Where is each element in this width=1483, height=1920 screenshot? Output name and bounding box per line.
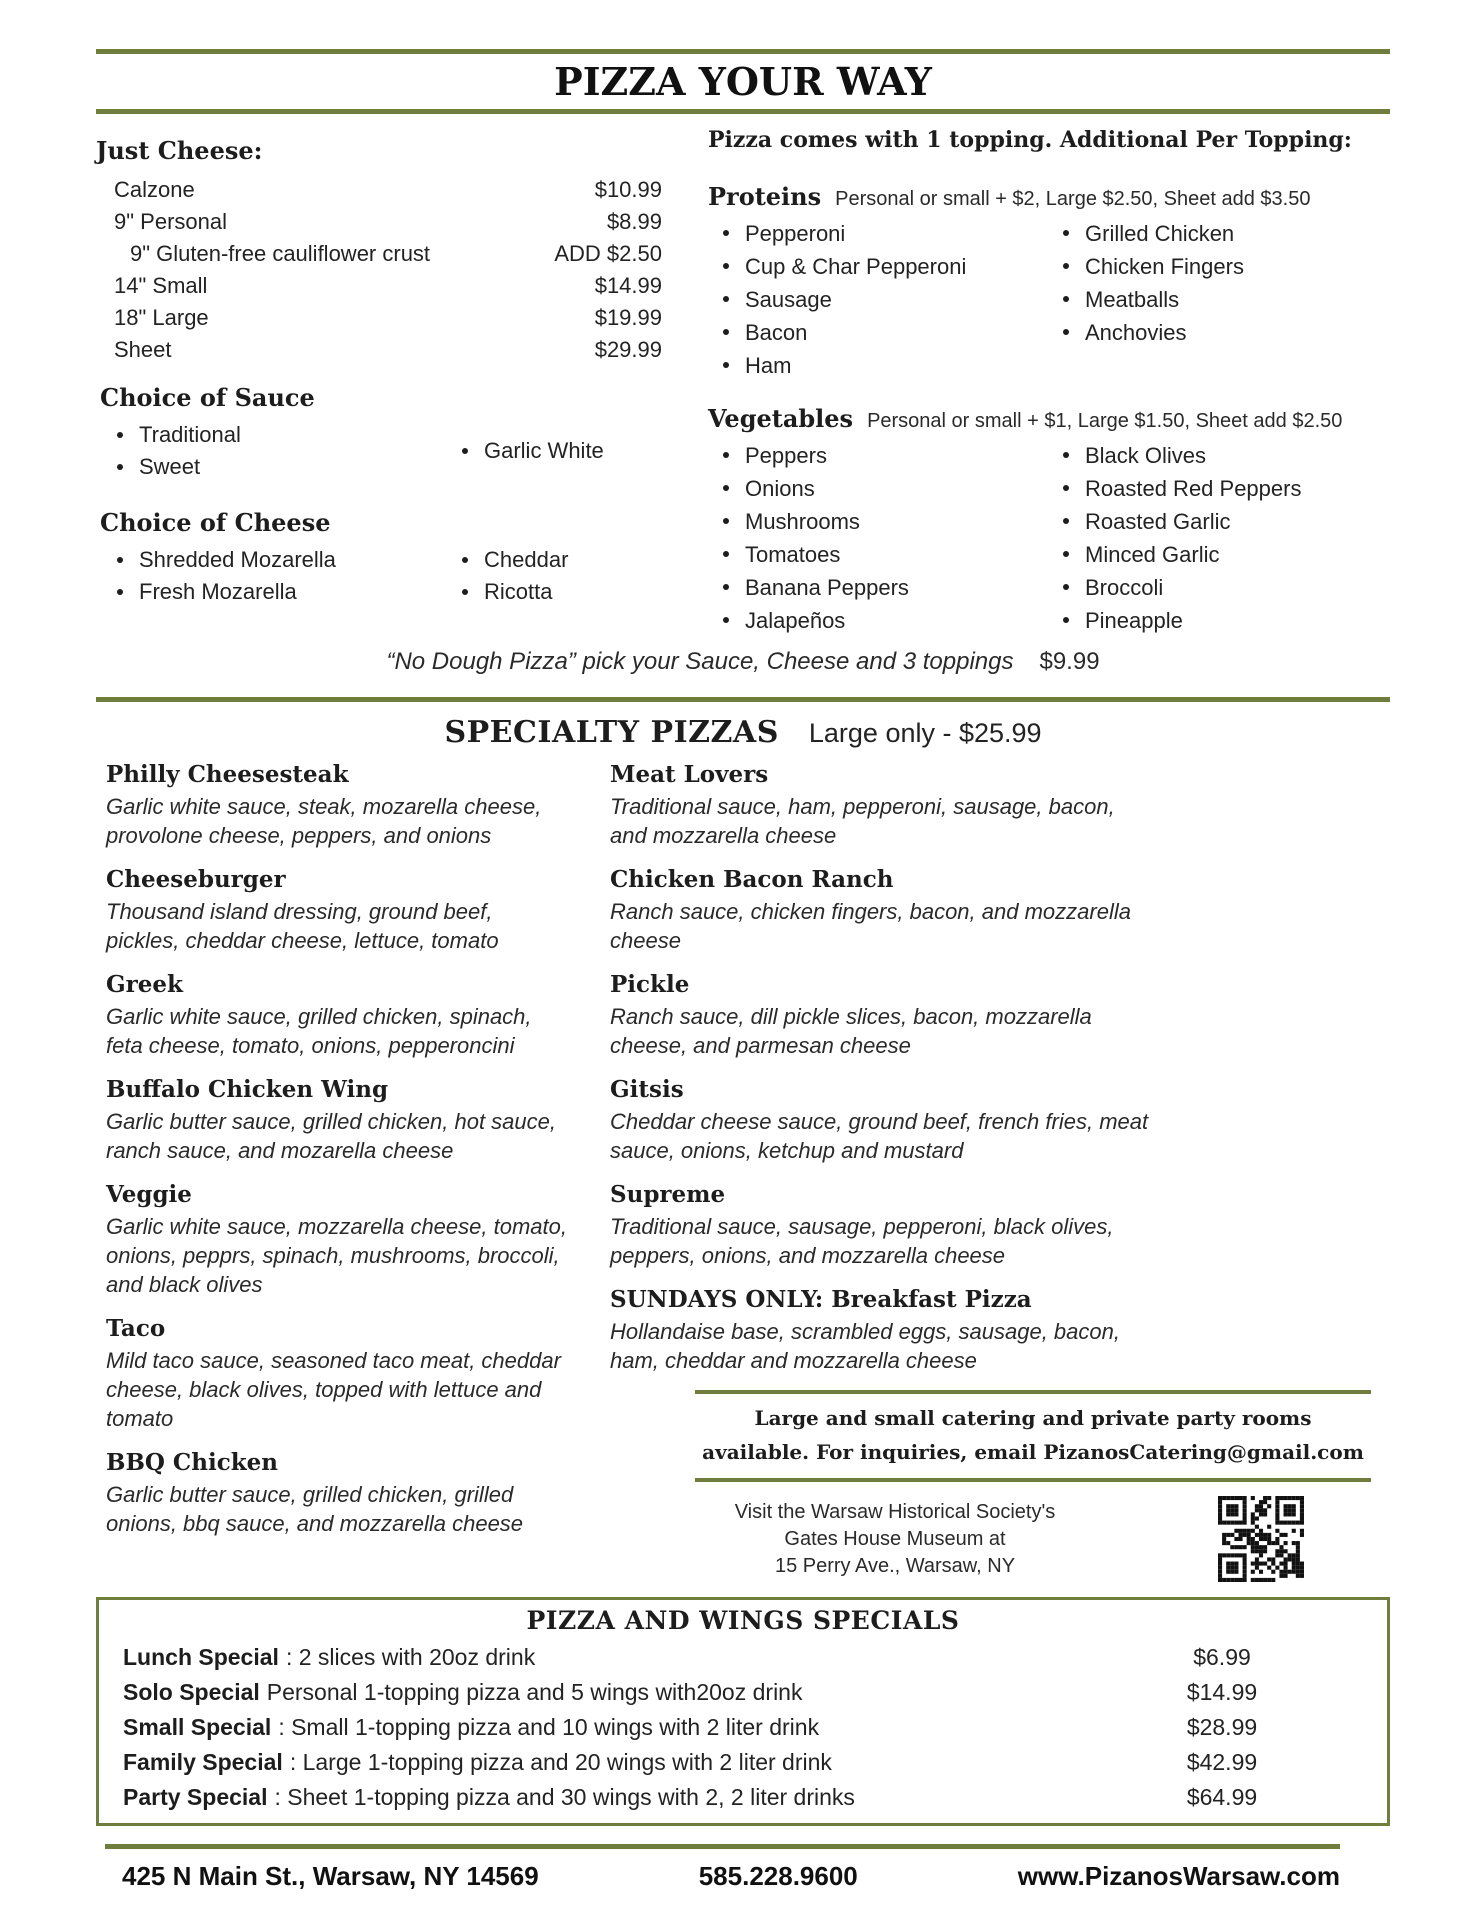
list-item: [462, 576, 662, 608]
list-item: [1063, 538, 1390, 571]
item-price: $8.99: [606, 209, 662, 234]
pizza-item: [96, 760, 570, 850]
list-item: [723, 505, 1063, 538]
specialty-left-column: [96, 760, 610, 1582]
proteins-col2: [1063, 217, 1390, 382]
pizza-description: Garlic white sauce, steak, mozarella cheese, provolone cheese, peppers, and onions: [106, 794, 542, 848]
topping-option: Meatballs: [1085, 287, 1180, 312]
pizza-name: BBQ Chicken: [106, 1449, 278, 1476]
topping-option: Peppers: [745, 443, 827, 468]
pizza-description: Garlic butter sauce, grilled chicken, hot sauce, ranch sauce, and mozarella cheese: [106, 1109, 557, 1163]
list-item: [723, 439, 1063, 472]
bullet-dot: [117, 432, 123, 438]
bullet-dot: [723, 362, 729, 368]
pizza-wings-specials-box: [96, 1597, 1390, 1826]
bullet-dot: [1063, 452, 1069, 458]
header-rule-top: [96, 49, 1390, 54]
list-item: [723, 217, 1063, 250]
bullet-dot: [117, 557, 123, 563]
special-label: Solo Special: [123, 1679, 260, 1705]
bullet-dot: [117, 464, 123, 470]
page-title: PIZZA YOUR WAY: [554, 59, 932, 104]
list-item: [462, 544, 662, 576]
specialty-right-column: [610, 760, 1390, 1582]
list-item: [723, 604, 1063, 637]
qr-code-image: [1218, 1496, 1304, 1582]
vegetables-label: Vegetables: [708, 404, 854, 433]
sauce-col2: [462, 419, 662, 483]
special-price: $28.99: [1186, 1714, 1258, 1740]
bullet-dot: [1063, 617, 1069, 623]
no-dough-text: “No Dough Pizza” pick your Sauce, Cheese and 3 toppings: [386, 648, 1014, 675]
vegetables-list: [708, 439, 1390, 637]
specialty-title: SPECIALTY PIZZAS: [444, 715, 779, 750]
topping-option: Black Olives: [1085, 443, 1207, 468]
pizza-name: Taco: [106, 1315, 166, 1342]
bullet-dot: [1063, 584, 1069, 590]
museum-line-2: Gates House Museum at: [784, 1528, 1006, 1550]
pizza-item: [96, 970, 570, 1060]
bullet-dot: [723, 263, 729, 269]
list-item: [723, 283, 1063, 316]
pizza-description: Garlic white sauce, mozzarella cheese, tomato, onions, pepprs, spinach, mushrooms, broccoli, and black olives: [106, 1214, 567, 1297]
sauce-options: [96, 419, 662, 483]
pizza-item: [610, 1285, 1390, 1375]
sauce-option: Sweet: [139, 454, 201, 479]
toppings-column: [708, 125, 1390, 637]
list-item: [723, 349, 1063, 382]
pizza-item: [96, 1448, 570, 1538]
pizza-name: Chicken Bacon Ranch: [610, 866, 894, 893]
special-price: $64.99: [1186, 1784, 1258, 1810]
special-price: $14.99: [1186, 1679, 1258, 1705]
list-item: [462, 435, 662, 467]
topping-option: Broccoli: [1085, 575, 1164, 600]
item-name: 9" Gluten-free cauliflower crust: [130, 241, 431, 266]
pizza-name: Buffalo Chicken Wing: [106, 1076, 389, 1103]
catering-line-1: Large and small catering and private party rooms: [754, 1406, 1312, 1430]
bullet-dot: [1063, 329, 1069, 335]
build-your-pizza-section: [96, 125, 1390, 637]
pizza-item: [610, 1075, 1390, 1165]
choice-of-cheese-heading: Choice of Cheese: [100, 508, 331, 537]
special-description: : Sheet 1-topping pizza and 30 wings with 2, 2 liter drinks: [274, 1784, 855, 1810]
special-price: $42.99: [1186, 1749, 1258, 1775]
sauce-option: Garlic White: [484, 438, 604, 463]
list-item: [1063, 571, 1390, 604]
bullet-dot: [1063, 230, 1069, 236]
cheese-option: Shredded Mozarella: [139, 547, 336, 572]
list-item: [723, 571, 1063, 604]
pizza-description: Garlic butter sauce, grilled chicken, grilled onions, bbq sauce, and mozzarella cheese: [106, 1482, 524, 1536]
pizza-description: Thousand island dressing, ground beef, pickles, cheddar cheese, lettuce, tomato: [106, 899, 499, 953]
topping-option: Jalapeños: [745, 608, 846, 633]
price-row: [96, 302, 662, 334]
no-dough-price: $9.99: [1039, 648, 1100, 675]
proteins-label: Proteins: [708, 182, 822, 211]
museum-line-3: 15 Perry Ave., Warsaw, NY: [774, 1555, 1016, 1577]
bullet-dot: [1063, 263, 1069, 269]
item-name: Sheet: [114, 337, 172, 362]
bullet-dot: [462, 448, 468, 454]
special-label: Party Special: [123, 1784, 268, 1810]
footer-address: 425 N Main St., Warsaw, NY 14569: [122, 1861, 539, 1891]
item-price: ADD $2.50: [554, 241, 662, 266]
pizza-item: [96, 1180, 570, 1299]
topping-option: Bacon: [745, 320, 808, 345]
item-name: 9" Personal: [114, 209, 227, 234]
list-item: [723, 250, 1063, 283]
sauce-option: Traditional: [139, 422, 241, 447]
topping-option: Minced Garlic: [1085, 542, 1220, 567]
footer-website: www.PizanosWarsaw.com: [1017, 1861, 1340, 1891]
pizza-name: SUNDAYS ONLY: Breakfast Pizza: [610, 1286, 1032, 1313]
list-item: [117, 576, 462, 608]
pizza-description: Ranch sauce, dill pickle slices, bacon, mozzarella cheese, and parmesan cheese: [610, 1004, 1092, 1058]
choice-of-sauce-heading: Choice of Sauce: [100, 383, 315, 412]
item-price: $14.99: [594, 273, 662, 298]
topping-option: Anchovies: [1085, 320, 1187, 345]
cheese-option: Cheddar: [484, 547, 569, 572]
specialty-header: [96, 714, 1390, 752]
no-dough-pizza-line: [96, 646, 1390, 678]
specials-title: PIZZA AND WINGS SPECIALS: [526, 1606, 960, 1635]
pizza-description: Mild taco sauce, seasoned taco meat, cheddar cheese, black olives, topped with lettuce and tomato: [106, 1348, 561, 1431]
pizza-description: Hollandaise base, scrambled eggs, sausage, bacon, ham, cheddar and mozzarella cheese: [610, 1319, 1120, 1373]
topping-option: Banana Peppers: [745, 575, 909, 600]
special-row: [99, 1710, 1387, 1745]
cheese-col2: [462, 544, 662, 608]
sauce-col1: [117, 419, 462, 483]
pizza-name: Philly Cheesesteak: [106, 761, 349, 788]
pizza-description: Ranch sauce, chicken fingers, bacon, and mozzarella cheese: [610, 899, 1131, 953]
topping-option: Roasted Garlic: [1085, 509, 1231, 534]
list-item: [723, 538, 1063, 571]
just-cheese-heading: Just Cheese:: [96, 136, 263, 165]
list-item: [117, 451, 462, 483]
list-item: [1063, 472, 1390, 505]
footer-phone: 585.228.9600: [698, 1861, 858, 1891]
topping-option: Sausage: [745, 287, 832, 312]
proteins-pricing-note: Personal or small + $2, Large $2.50, Sheet add $3.50: [835, 188, 1311, 210]
list-item: [1063, 250, 1390, 283]
toppings-heading: Pizza comes with 1 topping. Additional Per Topping:: [708, 127, 1352, 153]
pizza-item: [96, 1075, 570, 1165]
pizza-description: Traditional sauce, ham, pepperoni, sausage, bacon, and mozzarella cheese: [610, 794, 1115, 848]
special-label: Small Special: [123, 1714, 272, 1740]
list-item: [1063, 439, 1390, 472]
museum-text: [695, 1499, 1095, 1580]
bullet-dot: [723, 485, 729, 491]
footer: [96, 1861, 1390, 1891]
pizza-name: Veggie: [106, 1181, 192, 1208]
special-row: [99, 1745, 1387, 1780]
topping-option: Onions: [745, 476, 815, 501]
cheese-options: [96, 544, 662, 608]
pizza-description: Traditional sauce, sausage, pepperoni, black olives, peppers, onions, and mozzarella cheese: [610, 1214, 1114, 1268]
pizza-name: Gitsis: [610, 1076, 684, 1103]
special-row: [99, 1675, 1387, 1710]
bullet-dot: [117, 589, 123, 595]
topping-option: Pineapple: [1085, 608, 1183, 633]
just-cheese-column: [96, 125, 662, 637]
proteins-list: [708, 217, 1390, 382]
pizza-item: [610, 760, 1390, 850]
pizza-name: Meat Lovers: [610, 761, 769, 788]
pizza-item: [96, 865, 570, 955]
bullet-dot: [723, 617, 729, 623]
topping-option: Tomatoes: [745, 542, 841, 567]
bullet-dot: [462, 589, 468, 595]
list-item: [723, 316, 1063, 349]
museum-line-1: Visit the Warsaw Historical Society's: [734, 1501, 1056, 1523]
topping-option: Cup & Char Pepperoni: [745, 254, 967, 279]
bullet-dot: [723, 296, 729, 302]
bullet-dot: [1063, 551, 1069, 557]
list-item: [723, 472, 1063, 505]
topping-option: Grilled Chicken: [1085, 221, 1235, 246]
just-cheese-price-list: [96, 174, 662, 366]
list-item: [117, 544, 462, 576]
specialty-pizzas-section: [96, 760, 1390, 1582]
pizza-name: Cheeseburger: [106, 866, 286, 893]
pizza-name: Pickle: [610, 971, 690, 998]
special-label: Lunch Special: [123, 1644, 279, 1670]
bullet-dot: [1063, 296, 1069, 302]
pizza-item: [96, 1314, 570, 1433]
special-description: : Small 1-topping pizza and 10 wings with 2 liter drink: [278, 1714, 820, 1740]
price-row: [96, 206, 662, 238]
bullet-dot: [462, 557, 468, 563]
topping-option: Pepperoni: [745, 221, 846, 246]
price-row: [96, 334, 662, 366]
pizza-item: [610, 1180, 1390, 1270]
list-item: [117, 419, 462, 451]
vegetables-heading-row: [708, 404, 1390, 434]
proteins-heading-row: [708, 182, 1390, 212]
topping-option: Chicken Fingers: [1085, 254, 1244, 279]
topping-option: Ham: [745, 353, 792, 378]
cheese-option: Fresh Mozarella: [139, 579, 297, 604]
pizza-item: [610, 970, 1390, 1060]
cheese-col1: [117, 544, 462, 608]
price-row: [96, 270, 662, 302]
special-price: $6.99: [1193, 1644, 1251, 1670]
special-row: [99, 1780, 1387, 1815]
footer-divider: [105, 1844, 1340, 1849]
proteins-col1: [708, 217, 1063, 382]
vegetables-pricing-note: Personal or small + $1, Large $1.50, Sheet add $2.50: [867, 410, 1343, 432]
special-label: Family Special: [123, 1749, 283, 1775]
list-item: [1063, 505, 1390, 538]
pizza-name: Supreme: [610, 1181, 726, 1208]
bullet-dot: [723, 230, 729, 236]
catering-line-2: available. For inquiries, email PizanosCatering@gmail.com: [702, 1440, 1364, 1464]
pizza-description: Garlic white sauce, grilled chicken, spinach, feta cheese, tomato, onions, pepperoncini: [106, 1004, 532, 1058]
bullet-dot: [723, 518, 729, 524]
item-price: $19.99: [594, 305, 662, 330]
item-price: $29.99: [594, 337, 662, 362]
special-description: Personal 1-topping pizza and 5 wings with20oz drink: [266, 1679, 803, 1705]
item-price: $10.99: [594, 177, 662, 202]
pizza-name: Greek: [106, 971, 183, 998]
topping-option: Mushrooms: [745, 509, 860, 534]
bullet-dot: [723, 452, 729, 458]
bullet-dot: [723, 551, 729, 557]
price-row: [96, 238, 662, 270]
item-name: 14" Small: [114, 273, 208, 298]
list-item: [1063, 283, 1390, 316]
topping-option: Roasted Red Peppers: [1085, 476, 1302, 501]
museum-block: [695, 1496, 1371, 1582]
bullet-dot: [1063, 518, 1069, 524]
qr-code: [1218, 1496, 1304, 1582]
price-row: [96, 174, 662, 206]
cheese-option: Ricotta: [484, 579, 553, 604]
pizza-item: [610, 865, 1390, 955]
item-name: Calzone: [114, 177, 195, 202]
list-item: [1063, 217, 1390, 250]
bullet-dot: [723, 329, 729, 335]
bullet-dot: [1063, 485, 1069, 491]
pizza-description: Cheddar cheese sauce, ground beef, french fries, meat sauce, onions, ketchup and mustard: [610, 1109, 1149, 1163]
item-name: 18" Large: [114, 305, 209, 330]
special-description: : 2 slices with 20oz drink: [285, 1644, 536, 1670]
specialty-divider: [96, 697, 1390, 702]
specials-rows: [99, 1640, 1387, 1815]
catering-note: [695, 1390, 1371, 1482]
bullet-dot: [723, 584, 729, 590]
vegetables-col1: [708, 439, 1063, 637]
header-rule-bottom: [96, 109, 1390, 114]
specialty-price-note: Large only - $25.99: [808, 718, 1042, 748]
list-item: [1063, 604, 1390, 637]
special-row: [99, 1640, 1387, 1675]
vegetables-col2: [1063, 439, 1390, 637]
special-description: : Large 1-topping pizza and 20 wings with 2 liter drink: [289, 1749, 832, 1775]
list-item: [1063, 316, 1390, 349]
